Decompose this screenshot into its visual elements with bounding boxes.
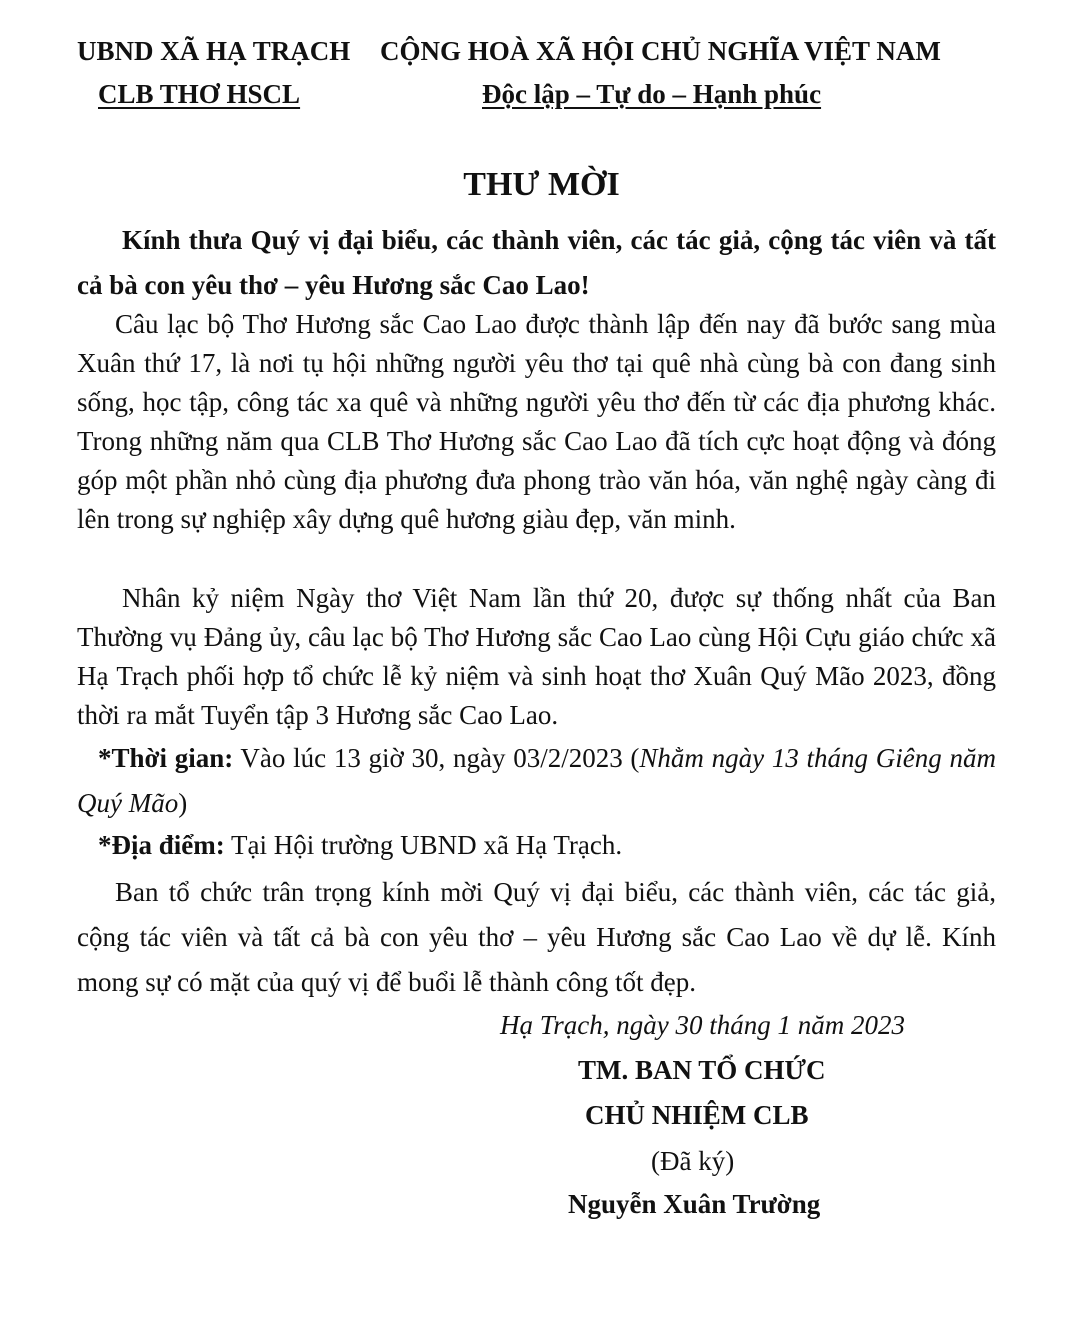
paragraph-invitation: Ban tổ chức trân trọng kính mời Quý vị đại biểu, các thành viên, các tác giả, cộng tác viên và tất cả bà con yêu thơ – yêu Hương sắc Cao Lao về dự lễ. Kính mong sự có mặt của quý vị để buổi lễ thành công tốt đẹp. [77, 877, 996, 997]
document-title: THƯ MỜI [463, 166, 620, 203]
lunar-date-note: Nhằm ngày 13 tháng Giêng năm Quý Mão [77, 743, 996, 818]
event-place [77, 826, 996, 865]
signing-date: Hạ Trạch, ngày 30 tháng 1 năm 2023 [500, 1010, 905, 1040]
signer-name: Nguyễn Xuân Trường [568, 1189, 821, 1219]
club-name: CLB THƠ HSCL [98, 79, 301, 109]
organizing-committee: TM. BAN TỔ CHỨC [578, 1055, 826, 1085]
time-close: ) [178, 788, 188, 818]
place-label: *Địa điểm: [98, 830, 225, 860]
paragraph-event: Nhân kỷ niệm Ngày thơ Việt Nam lần thứ 20, được sự thống nhất của Ban Thường vụ Đảng ủy, câu lạc bộ Thơ Hương sắc Cao Lao cùng Hội Cựu giáo chức xã Hạ Trạch phối hợp tổ chức lễ kỷ niệm và sinh hoạt thơ Xuân Quý Mão 2023, đồng thời ra mắt Tuyển tập 3 Hương sắc Cao Lao. [77, 583, 996, 730]
greeting: Kính thưa Quý vị đại biểu, các thành viên, các tác giả, cộng tác viên và tất cả bà con yêu thơ – yêu Hương sắc Cao Lao! [77, 225, 996, 300]
national-title: CỘNG HOÀ XÃ HỘI CHỦ NGHĨA VIỆT NAM [380, 36, 941, 66]
issuer-name: UBND XÃ HẠ TRẠCH [77, 36, 351, 66]
time-label: *Thời gian: [98, 743, 234, 773]
signer-role: CHỦ NHIỆM CLB [585, 1100, 809, 1130]
national-motto: Độc lập – Tự do – Hạnh phúc [482, 79, 822, 109]
signed-note: (Đã ký) [651, 1146, 735, 1176]
time-value: Vào lúc 13 giờ 30, ngày 03/2/2023 ( [233, 743, 640, 773]
event-time [77, 736, 996, 826]
paragraph-intro: Câu lạc bộ Thơ Hương sắc Cao Lao được thành lập đến nay đã bước sang mùa Xuân thứ 17, là nơi tụ hội những người yêu thơ tại quê nhà cùng bà con đang sinh sống, học tập, công tác xa quê và những người yêu thơ đến từ các địa phương khác. Trong những năm qua CLB Thơ Hương sắc Cao Lao đã tích cực hoạt động và đóng góp một phần nhỏ cùng địa phương đưa phong trào văn hóa, văn nghệ ngày càng đi lên trong sự nghiệp xây dựng quê hương giàu đẹp, văn minh. [77, 309, 996, 534]
place-value: Tại Hội trường UBND xã Hạ Trạch. [224, 830, 623, 860]
